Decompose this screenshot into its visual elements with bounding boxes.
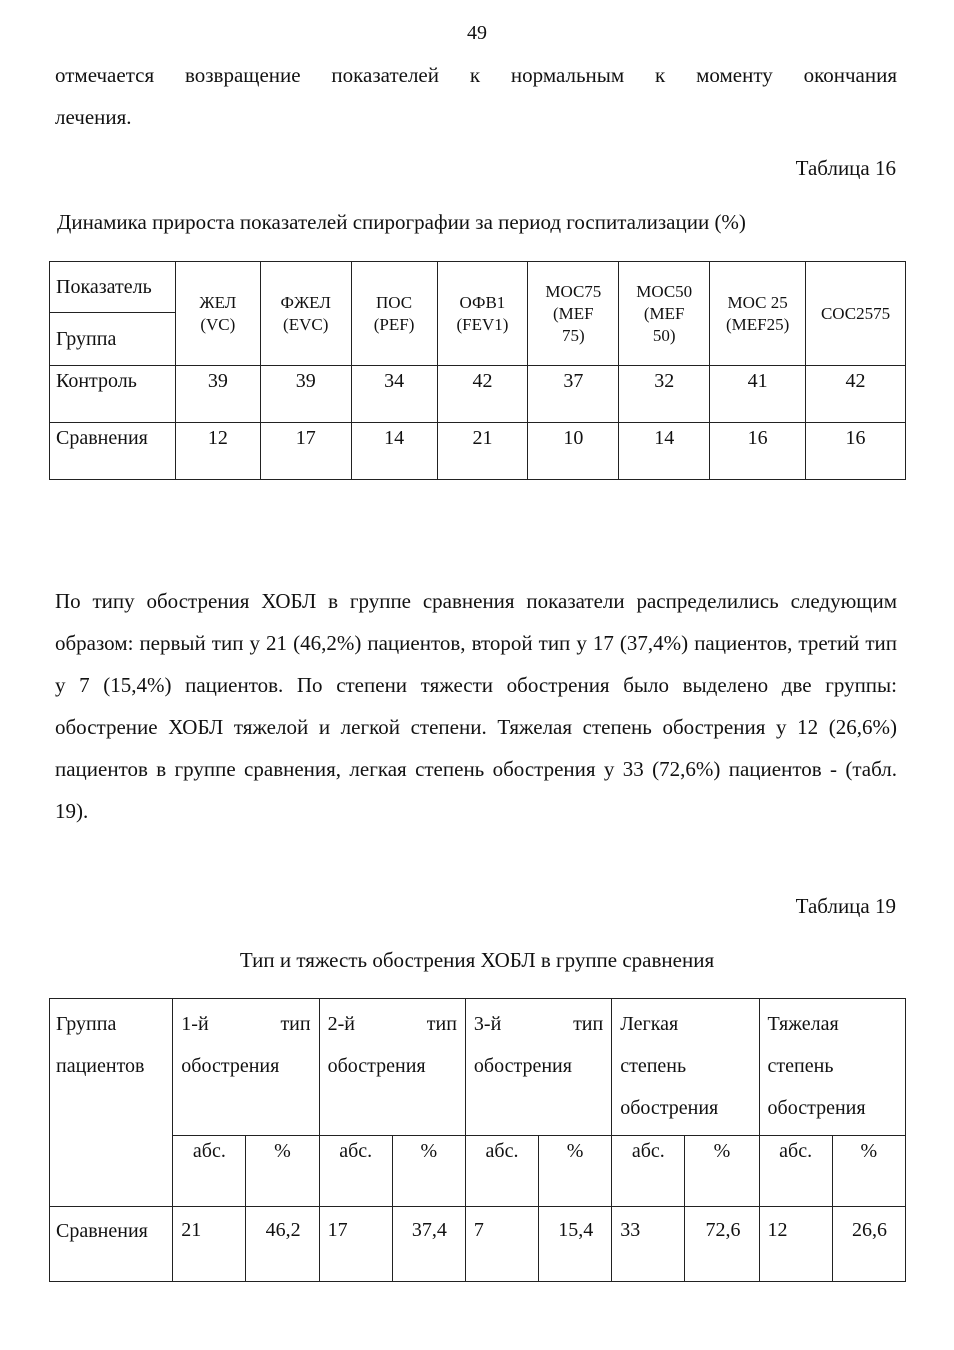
intro-paragraph [55,54,897,138]
col-header: ФЖЕЛ (EVC) [260,262,351,366]
body-paragraph: По типу обострения ХОБЛ в группе сравнения показатели распределились следующим образом: первый тип у 21 (46,2%) пациентов, второй тип у 17 (37,4%) пациентов, третий тип у 7 (15,4%) пациентов. По степени тяжести обострения было выделено две группы: обострение ХОБЛ тяжелой и легкой степени. Тяжелая степень обострения у 12 (26,6%) пациентов в группе сравнения, легкая степень обострения у 33 (72,6%) пациентов - (табл. 19). [55,589,897,823]
cell: 10 [528,423,619,480]
pct-header: % [832,1136,905,1207]
cell: 41 [710,366,806,423]
mild-header: Легкая степень обострения [612,999,759,1136]
col-header: ЖЕЛ (VC) [175,262,260,366]
severe-header: Тяжелая степень обострения [759,999,905,1136]
cell: 34 [351,366,437,423]
table-16 [49,261,906,480]
table16-title: Динамика прироста показателей спирографии за период госпитализации (%) [57,210,746,234]
cell: 39 [260,366,351,423]
cell: 21 [437,423,528,480]
row-label: Сравнения [50,1207,173,1282]
cell: 42 [806,366,906,423]
table16-label: Таблица 16 [795,156,896,180]
abs-header: абс. [612,1136,685,1207]
cell: 14 [619,423,710,480]
cell: 17 [260,423,351,480]
cell: 32 [619,366,710,423]
pct-header: % [685,1136,759,1207]
pct-header: % [246,1136,319,1207]
cell: 16 [710,423,806,480]
cell: 42 [437,366,528,423]
cell: 46,2 [246,1207,319,1282]
col-header: МОС 25 (MEF25) [710,262,806,366]
cell: 39 [175,366,260,423]
header-indicator: Показатель [50,262,176,313]
table-row [50,366,906,423]
cell: 17 [319,1207,392,1282]
row-label: Сравнения [50,423,176,480]
abs-header: абс. [173,1136,246,1207]
table19-label: Таблица 19 [795,894,896,918]
abs-header: абс. [465,1136,538,1207]
col-header: СОС2575 [806,262,906,366]
abs-header: абс. [319,1136,392,1207]
intro-line-2: лечения. [55,105,132,129]
table-19 [49,998,906,1282]
page-number: 49 [467,22,487,44]
cell: 7 [465,1207,538,1282]
cell: 12 [759,1207,832,1282]
cell: 21 [173,1207,246,1282]
table19-title: Тип и тяжесть обострения ХОБЛ в группе сравнения [239,948,715,972]
cell: 16 [806,423,906,480]
cell: 15,4 [539,1207,612,1282]
abs-header: абс. [759,1136,832,1207]
cell: 37,4 [392,1207,465,1282]
pct-header: % [539,1136,612,1207]
col-header: ОФВ1 (FEV1) [437,262,528,366]
pct-header: % [392,1136,465,1207]
type3-header: 3-й тип обострения [465,999,611,1136]
row-label: Контроль [50,366,176,423]
cell: 37 [528,366,619,423]
cell: 14 [351,423,437,480]
header-group: Группа [50,313,176,366]
intro-line-1: отмечается возвращение показателей к нормальным к моменту окончания [55,63,897,87]
type2-header: 2-й тип обострения [319,999,465,1136]
table-row [50,1207,906,1282]
col-header: ПОС (PEF) [351,262,437,366]
cell: 12 [175,423,260,480]
col-header: МОС50 (MEF 50) [619,262,710,366]
cell: 26,6 [832,1207,905,1282]
table-row [50,423,906,480]
col-header: МОС75 (MEF 75) [528,262,619,366]
cell: 72,6 [685,1207,759,1282]
type1-header: 1-й тип обострения [173,999,319,1136]
cell: 33 [612,1207,685,1282]
group-header: Группа пациентов [50,999,173,1207]
